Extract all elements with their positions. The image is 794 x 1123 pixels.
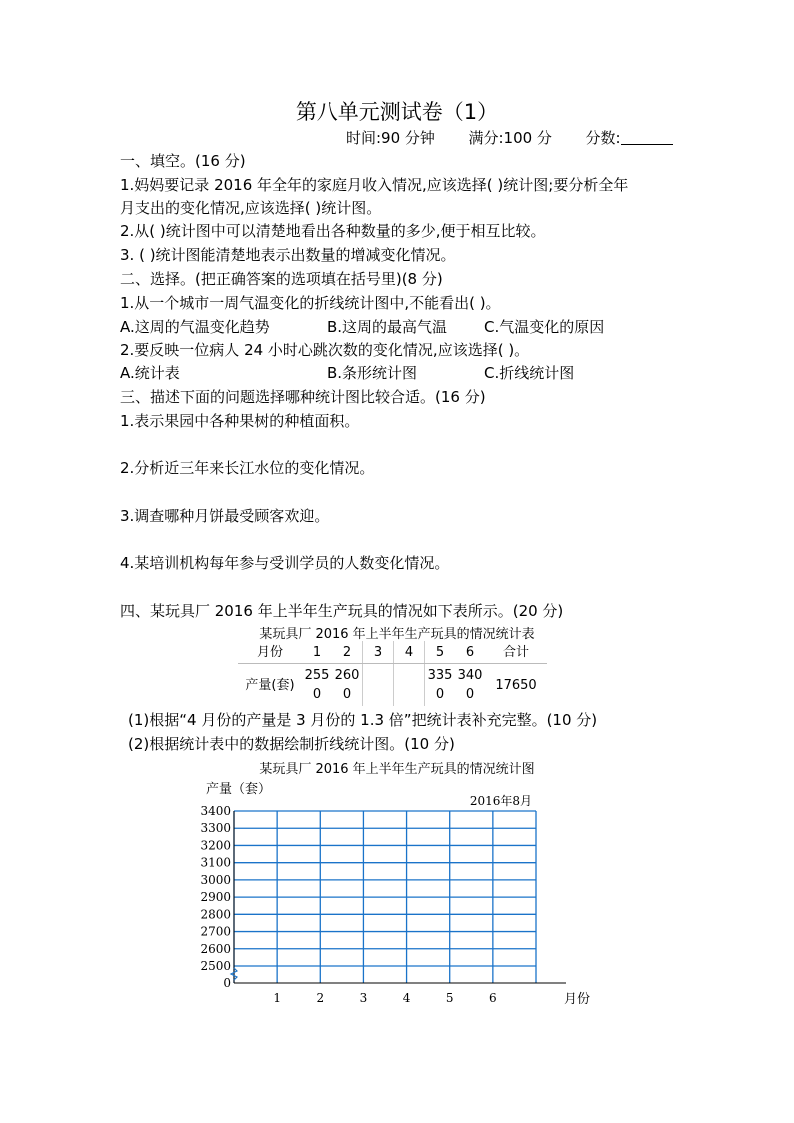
s2-q1-option-b: B.这周的最高气温 <box>327 318 448 336</box>
table-title: 某玩具厂 2016 年上半年生产玩具的情况统计表 <box>259 627 535 642</box>
cell-month-1: 255 0 <box>304 668 330 702</box>
x-tick-label: 5 <box>445 991 454 1005</box>
section3-heading: 三、描述下面的问题选择哪种统计图比较合适。(16 分) <box>120 388 486 406</box>
y-tick-label: 2600 <box>200 941 231 956</box>
s1-question-1b: 月支出的变化情况,应该选择( )统计图。 <box>120 199 382 217</box>
y-tick-label: 3300 <box>200 821 231 836</box>
s2-q1-option-c: C.气温变化的原因 <box>484 318 605 336</box>
s3-question-3: 3.调查哪种月饼最受顾客欢迎。 <box>120 507 330 525</box>
full-score: 满分:100 分 <box>468 129 552 147</box>
header-total: 合计 <box>485 641 547 664</box>
section1-heading: 一、填空。(16 分) <box>120 152 246 170</box>
x-tick-label: 2 <box>316 991 325 1005</box>
s4-subquestion-2: (2)根据统计表中的数据绘制折线统计图。(10 分) <box>128 735 455 753</box>
section4-heading: 四、某玩具厂 2016 年上半年生产玩具的情况如下表所示。(20 分) <box>120 602 564 620</box>
header-month: 月份 <box>238 641 302 664</box>
time-limit: 时间:90 分钟 <box>346 129 435 147</box>
header-month-2: 2 <box>332 641 363 664</box>
s2-q2-option-a: A.统计表 <box>120 364 180 382</box>
cell-month-4-blank[interactable] <box>394 664 425 707</box>
header-month-6: 6 <box>455 641 485 664</box>
y-tick-label: 2800 <box>200 907 231 922</box>
chart-date-label: 2016年8月 <box>469 794 532 808</box>
s1-question-2: 2.从( )统计图中可以清楚地看出各种数量的多少,便于相互比较。 <box>120 222 546 240</box>
s2-q2-option-b: B.条形统计图 <box>327 364 418 382</box>
y-tick-label: 2900 <box>200 890 231 905</box>
s1-question-1a: 1.妈妈要记录 2016 年全年的家庭月收入情况,应该选择( )统计图;要分析全年 <box>120 176 629 194</box>
s3-question-2: 2.分析近三年来长江水位的变化情况。 <box>120 459 375 477</box>
x-tick-label: 6 <box>489 991 497 1005</box>
header-month-1: 1 <box>302 641 332 664</box>
header-month-3: 3 <box>363 641 394 664</box>
y-tick-label: 3200 <box>200 838 231 853</box>
score-blank[interactable] <box>621 130 673 145</box>
s2-q2-option-c: C.折线统计图 <box>484 364 575 382</box>
exam-meta <box>346 127 673 148</box>
s2-question-1: 1.从一个城市一周气温变化的折线统计图中,不能看出( )。 <box>120 294 501 312</box>
page-title: 第八单元测试卷（1） <box>295 100 499 124</box>
y-tick-label: 2700 <box>200 924 231 939</box>
cell-total: 17650 <box>495 677 537 693</box>
s3-question-1: 1.表示果园中各种果树的种植面积。 <box>120 412 360 430</box>
score-label: 分数: <box>585 129 621 147</box>
x-tick-label: 4 <box>402 991 411 1005</box>
line-chart <box>0 770 794 1010</box>
cell-month-2: 260 0 <box>334 668 360 702</box>
s2-q1-option-a: A.这周的气温变化趋势 <box>120 318 270 336</box>
x-axis-label: 月份 <box>564 992 591 1007</box>
s3-question-4: 4.某培训机构每年参与受训学员的人数变化情况。 <box>120 554 450 572</box>
header-month-4: 4 <box>394 641 425 664</box>
y-tick-label: 2500 <box>200 959 231 973</box>
y-tick-label: 3000 <box>200 872 231 887</box>
cell-month-6: 340 0 <box>457 668 483 702</box>
x-tick-label: 1 <box>273 991 281 1005</box>
header-month-5: 5 <box>425 641 456 664</box>
s4-subquestion-1: (1)根据“4 月份的产量是 3 月份的 1.3 倍”把统计表补充完整。(10 分) <box>128 711 598 729</box>
y-axis-label: 产量（套） <box>206 782 272 797</box>
chart-title: 某玩具厂 2016 年上半年生产玩具的情况统计图 <box>259 762 535 777</box>
table-row <box>238 664 547 707</box>
cell-month-5: 335 0 <box>425 664 456 707</box>
row-label: 产量(套) <box>245 677 295 693</box>
table-header-row <box>238 641 547 664</box>
y-tick-label: 0 <box>223 976 231 990</box>
section2-heading: 二、选择。(把正确答案的选项填在括号里)(8 分) <box>120 270 443 288</box>
s1-question-3: 3. ( )统计图能清楚地表示出数量的增减变化情况。 <box>120 246 456 264</box>
s2-question-2: 2.要反映一位病人 24 小时心跳次数的变化情况,应该选择( )。 <box>120 341 530 359</box>
x-tick-label: 3 <box>359 991 368 1005</box>
cell-month-3-blank[interactable] <box>363 664 394 707</box>
production-table <box>238 641 547 706</box>
y-tick-label: 3400 <box>200 804 231 818</box>
y-tick-label: 3100 <box>200 855 231 870</box>
